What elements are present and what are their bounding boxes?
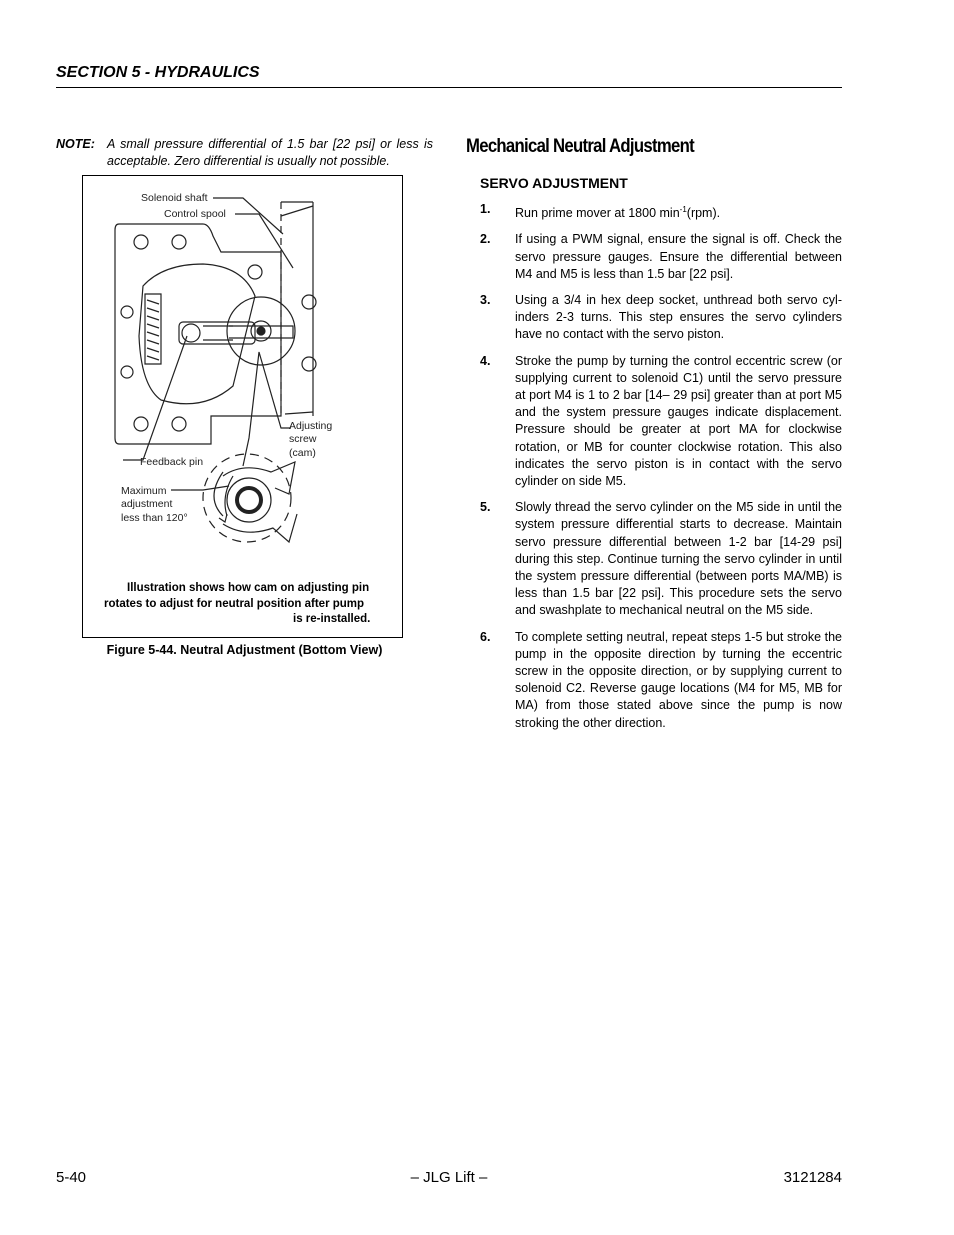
note-block	[56, 136, 433, 170]
step-text: Run prime mover at 1800 $\min^{-1}(rpm)$.	[515, 205, 721, 221]
label-adjusting-1: Adjusting	[289, 420, 333, 432]
figure-neutral-adjustment	[82, 175, 403, 638]
note-text: A small pressure differential of 1.5 bar [22 psi] or less is acceptable. Zero differential is usually not possible.	[107, 137, 433, 168]
step-number: 3.	[480, 292, 491, 307]
step-item	[466, 201, 842, 222]
label-solenoid-shaft: Solenoid shaft	[141, 192, 208, 204]
left-column	[56, 136, 433, 170]
step-text: Using a 3/4 in hex deep socket, unthread both servo cylinders 2-3 turns. This step ensures the servo cylinders have no contact with the servo piston.	[515, 292, 842, 342]
step-text: To complete setting neutral, repeat steps 1-5 but stroke the pump in the opposite direction by turning the eccentric screw in the opposite direction, or by supplying current to solenoid C2. Reverse gauge locations (M4 for M5, MB for MA) from those stated above since the pump is now stroking the other direction.	[515, 629, 842, 730]
page-number: 5-40	[56, 1169, 87, 1186]
label-control-spool: Control spool	[164, 208, 226, 220]
step-text: Slowly thread the servo cylinder on the M5 side in until the system pressure differential starts to decrease. Maintain servo pressure differential between 1-2 bar [14-29 psi] during this step. Continue turning the servo cylinder in until the system pressure differential (between ports MA/MB) is less than 1.5 bar [22 psi]. This procedure sets the servo and swashplate to mechanical neutral on the M5 side.	[515, 500, 842, 618]
label-adjusting-2: screw	[289, 433, 317, 445]
step-item	[466, 499, 842, 619]
step-number: 4.	[480, 353, 491, 368]
label-max-3: less than 120°	[121, 512, 188, 524]
label-feedback-pin: Feedback pin	[140, 456, 204, 468]
figure-caption: Figure 5-44. Neutral Adjustment (Bottom View)	[106, 643, 383, 657]
note-label: NOTE:	[56, 137, 95, 151]
footer-brand: – JLG Lift –	[410, 1169, 488, 1186]
step-item	[466, 231, 842, 283]
step-item	[466, 353, 842, 491]
illustration-text-line3: is re-installed.	[293, 613, 371, 625]
illustration-text-line1: Illustration shows how cam on adjusting pin	[127, 582, 370, 594]
procedure-steps	[466, 201, 842, 732]
step-superscript: -1	[679, 205, 687, 214]
step-item	[466, 292, 842, 344]
step-item	[466, 629, 842, 732]
step-text: Stroke the pump by turning the control eccentric screw (or supplying current to solenoid C1) until the servo pressure at port M4 is 1 to 2 bar [14– 29 psi] greater than at port M5 and the system pressure gauges indicate displacement. Pressure should be greater at port MA for clockwise rotation, or MB for counter clockwise rotation. This also indicates the servo piston is in contact with the servo cylinder on side M5.	[515, 353, 842, 488]
section-heading: Mechanical Neutral Adjustment	[466, 136, 694, 157]
illustration-text-line2: rotates to adjust for neutral position after pump	[104, 598, 365, 610]
label-max-2: adjustment	[121, 498, 173, 510]
subsection-heading: SERVO ADJUSTMENT	[480, 175, 628, 191]
document-number: 3121284	[783, 1169, 842, 1186]
label-adjusting-3: (cam)	[289, 447, 316, 459]
step-number: 6.	[480, 629, 491, 644]
step-number: 1.	[480, 202, 491, 216]
section-title: SECTION 5 - HYDRAULICS	[56, 64, 260, 81]
section-header	[56, 64, 842, 88]
neutral-adjustment-illustration	[83, 176, 403, 638]
step-number: 5.	[480, 500, 491, 515]
label-max-1: Maximum	[121, 485, 167, 497]
step-number: 2.	[480, 232, 491, 247]
right-column	[466, 136, 842, 741]
step-text: If using a PWM signal, ensure the signal is off. Check the servo pressure gauges. Ensure the differential between M4 and M5 is less than 1.5 bar [22 psi].	[515, 232, 842, 281]
